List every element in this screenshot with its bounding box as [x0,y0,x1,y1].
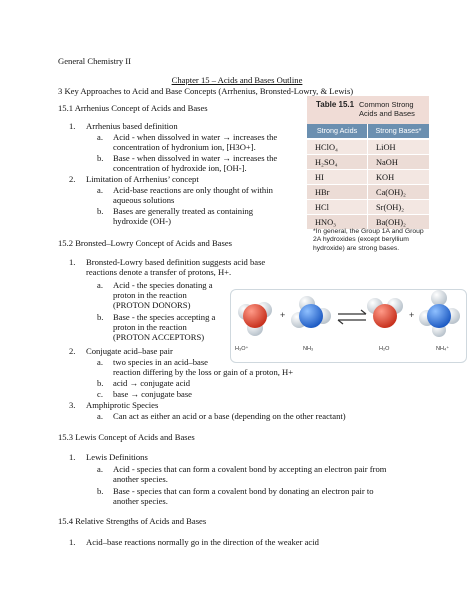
molecule-label: NH₃ [303,346,314,352]
molecule-label: H₃O⁺ [235,346,249,352]
ammonium-molecule [419,290,460,337]
list-marker: 3. [69,400,76,410]
list-marker: b. [97,312,104,322]
column-header-acids: Strong Acids [307,124,367,138]
list-item: proton in the reaction [113,290,187,300]
list-marker: a. [97,280,103,290]
section-15-1-heading: 15.1 Arrhenius Concept of Acids and Bases [58,103,208,113]
list-item: Arrhenius based definition [86,121,178,131]
section-15-2-heading: 15.2 Bronsted–Lowry Concept of Acids and Bases [58,238,232,248]
page-title: Chapter 15 – Acids and Bases Outline [171,75,303,85]
list-item: reaction differing by the loss or gain of a proton, H+ [113,367,294,377]
list-item: aqueous solutions [113,195,175,205]
table-cell-base: KOH [368,169,429,184]
table-cell-base: LiOH [368,139,429,154]
list-item: Amphiprotic Species [86,400,159,410]
table-cell-acid: HClO₄ [307,139,367,154]
list-marker: 1. [69,537,76,547]
list-marker: 2. [69,346,76,356]
hydronium-molecule [238,302,272,336]
section-15-3-heading: 15.3 Lewis Concept of Acids and Bases [58,432,195,442]
list-item: reactions denote a transfer of protons, H+. [86,267,232,277]
list-marker: 1. [69,257,76,267]
list-marker: 1. [69,452,76,462]
molecule-label: NH₄⁺ [436,346,450,352]
plus-sign: + [409,310,415,320]
list-item: Lewis Definitions [86,452,148,462]
table-cell-base: Ca(OH)₂ [368,184,429,199]
list-item: Acid - when dissolved in water → increases the [113,132,278,142]
list-marker: 2. [69,174,76,184]
list-item: Acid - species that can form a covalent bond by accepting an electron pair from [113,464,387,474]
list-item: Base - when dissolved in water → increases the [113,153,278,163]
list-item: hydroxide (OH-) [113,216,171,226]
list-marker: 1. [69,121,76,131]
list-item: Acid–base reactions normally go in the direction of the weaker acid [86,537,319,547]
list-marker: b. [97,153,104,163]
list-item: Bronsted-Lowry based definition suggests acid base [86,257,266,267]
table-footnote: *In general, the Group 1A and Group 2A hydroxides (except beryllium hydroxide) are strong bases. [313,228,424,252]
list-item: (PROTON DONORS) [113,300,191,310]
equilibrium-arrows-icon [338,310,366,324]
section-15-4-heading: 15.4 Relative Strengths of Acids and Bases [58,516,207,526]
reaction-illustration [231,290,466,362]
reaction-figure [230,289,467,363]
table-title: Common Strong Acids and Bases [359,100,415,118]
table-cell-acid: HCl [307,199,367,214]
list-item: Base - the species accepting a [113,312,216,322]
list-item: Limitation of Arrhenius’ concept [86,174,199,184]
list-item: Can act as either an acid or a base (depending on the other reactant) [113,411,346,421]
list-item: Acid - the species donating a [113,280,213,290]
list-item: base → conjugate base [113,389,192,399]
list-item: concentration of hydroxide ion, [OH-]. [113,163,247,173]
table-cell-acid: HI [307,169,367,184]
list-marker: c. [97,389,103,399]
list-marker: a. [97,357,103,367]
plus-sign: + [280,310,286,320]
list-marker: a. [97,132,103,142]
approaches-line: 3 Key Approaches to Acid and Base Concepts (Arrhenius, Bronsted-Lowry, & Lewis) [58,86,354,96]
list-marker: a. [97,185,103,195]
list-item: (PROTON ACCEPTORS) [113,332,205,342]
table-cell-base: Sr(OH)₂ [368,199,429,214]
water-molecule [367,298,403,328]
list-marker: a. [97,464,103,474]
list-marker: a. [97,411,103,421]
list-item: acid → conjugate acid [113,378,191,388]
list-item: Conjugate acid–base pair [86,346,173,356]
list-item: another species. [113,496,168,506]
ammonia-molecule [291,296,331,328]
list-item: two species in an acid–base [113,357,208,367]
list-item: proton in the reaction [113,322,187,332]
table-cell-acid: H₂SO₄ [307,154,367,169]
molecule-label: H₂O [379,346,390,352]
table-cell-acid: HBr [307,184,367,199]
table-cell-base: NaOH [368,154,429,169]
table-cell-base: Ba(OH)₂ [368,214,429,229]
course-name: General Chemistry II [58,56,132,66]
table-cell-acid: HNO₃ [307,214,367,229]
list-item: Bases are generally treated as containing [113,206,254,216]
column-header-bases: Strong Bases* [368,124,429,138]
list-item: Acid-base reactions are only thought of within [113,185,273,195]
list-marker: b. [97,378,104,388]
list-item: concentration of hydronium ion, [H3O+]. [113,142,256,152]
list-marker: b. [97,486,104,496]
list-item: Base - species that can form a covalent bond by donating an electron pair to [113,486,374,496]
table-number: Table 15.1 [316,100,355,109]
list-marker: b. [97,206,104,216]
list-item: another species. [113,474,168,484]
